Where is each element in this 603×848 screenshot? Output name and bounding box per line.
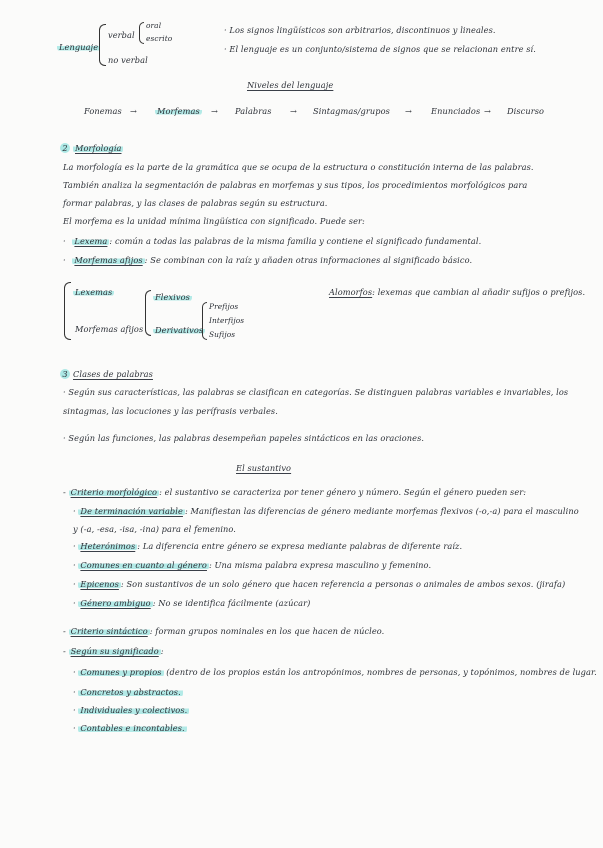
genero-ambiguo-text: : No se identifica fácilmente (azúcar) <box>152 598 311 608</box>
afijos-item <box>63 256 472 264</box>
diagram-lexemas: Lexemas <box>75 287 113 297</box>
heteronimos: · Heterónimos : La diferencia entre género se expresa mediante palabras de diferente raíz. <box>73 541 463 551</box>
comunes-propios-label: Comunes y propios <box>80 667 162 677</box>
diagram-derivativos: Derivativos <box>155 325 204 335</box>
verbal-brace <box>139 22 144 44</box>
section-number: 2 <box>60 143 70 153</box>
clases-title: Clases de palabras <box>73 369 153 379</box>
terminacion-variable: · De terminación variable : Manifiestan las diferencias de género mediante morfemas flexivos (-o,-a) para el masculino <box>73 506 579 516</box>
arrow-icon: → <box>484 106 491 116</box>
contables-incontables: · Contables e incontables. <box>73 723 185 733</box>
lenguaje-label: Lenguaje <box>59 42 99 52</box>
concretos-abstractos: · Concretos y abstractos. <box>73 687 181 697</box>
oral-label: oral <box>146 21 162 30</box>
morfologia-title: Morfología <box>75 143 122 153</box>
alomorfos-note <box>329 288 585 296</box>
morfema-brace <box>64 282 71 340</box>
terminacion-variable-label: De terminación variable <box>80 506 183 516</box>
alomorfos-text: : lexemas que cambian al añadir sufijos o prefijos. <box>372 287 586 297</box>
nivel-discurso: Discurso <box>507 106 545 116</box>
lexema-label: Lexema <box>74 236 108 246</box>
comunes-propios: · Comunes y propios (dentro de los propios están los antropónimos, nombres de personas, y topónimos, nombres de lugar. <box>73 667 597 677</box>
epicenos-text: : Son sustantivos de un solo género que hacen referencia a personas o animales de ambos sexos. (jirafa) <box>120 579 566 589</box>
note-signos: · Los signos lingüísticos son arbitrarios, discontinuos y lineales. <box>224 25 496 35</box>
segun-significado: - Según su significado : <box>63 646 164 656</box>
sustantivo-title: El sustantivo <box>236 463 292 473</box>
comunes-genero: · Comunes en cuanto al género : Una misma palabra expresa masculino y femenino. <box>73 560 432 570</box>
note-sistema: · El lenguaje es un conjunto/sistema de signos que se relacionan entre sí. <box>224 44 536 54</box>
no-verbal-label: no verbal <box>108 55 148 65</box>
concretos-abstractos-label: Concretos y abstractos. <box>80 687 181 697</box>
morfologia-p3: formar palabras, y las clases de palabras según su estructura. <box>63 198 328 208</box>
diagram-interfijos: Interfijos <box>209 316 245 325</box>
heteronimos-text: : La diferencia entre género se expresa mediante palabras de diferente raíz. <box>137 541 463 551</box>
diagram-sufijos: Sufijos <box>209 330 236 339</box>
derivativos-brace <box>202 302 207 340</box>
diagram-morfemas-afijos: Morfemas afijos <box>75 324 144 334</box>
nivel-morfemas: Morfemas <box>157 106 200 116</box>
segun-significado-colon: : <box>160 646 164 656</box>
criterio-morfologico-text: : el sustantivo se caracteriza por tener género y número. Según el género pueden ser: <box>159 487 527 497</box>
terminacion-variable-cont: y (-a, -esa, -isa, -ina) para el femenino. <box>73 524 237 534</box>
segun-significado-label: Según su significado <box>70 646 159 656</box>
comunes-genero-label: Comunes en cuanto al género <box>80 560 207 570</box>
genero-ambiguo-label: Género ambiguo <box>80 598 151 608</box>
morfologia-p1: La morfología es la parte de la gramática que se ocupa de la estructura o constitución interna de las palabras. <box>63 162 534 172</box>
arrow-icon: → <box>211 106 218 116</box>
criterio-sintactico-label: Criterio sintáctico <box>70 626 148 636</box>
nivel-fonemas: Fonemas <box>84 106 122 116</box>
comunes-genero-text: : Una misma palabra expresa masculino y femenino. <box>208 560 432 570</box>
section-2-heading <box>60 143 123 153</box>
clases-p2: sintagmas, las locuciones y las perífrasis verbales. <box>63 406 278 416</box>
criterio-morfologico: - Criterio morfológico : el sustantivo se caracteriza por tener género y número. Según el género pueden ser: <box>63 487 527 497</box>
heteronimos-label: Heterónimos <box>80 541 136 551</box>
genero-ambiguo: · Género ambiguo : No se identifica fácilmente (azúcar) <box>73 598 311 608</box>
lexema-item <box>63 237 481 245</box>
individuales-colectivos: · Individuales y colectivos. <box>73 705 188 715</box>
contables-incontables-label: Contables e incontables. <box>80 723 185 733</box>
niveles-title: Niveles del lenguaje <box>247 80 334 90</box>
arrow-icon: → <box>130 106 137 116</box>
criterio-sintactico-text: : forman grupos nominales en los que hacen de núcleo. <box>149 626 385 636</box>
individuales-colectivos-label: Individuales y colectivos. <box>80 705 188 715</box>
alomorfos-label: Alomorfos <box>329 287 373 297</box>
criterio-sintactico: - Criterio sintáctico : forman grupos nominales en los que hacen de núcleo. <box>63 626 385 636</box>
section-number: 3 <box>60 369 70 379</box>
lexema-text: : común a todas las palabras de la misma familia y contiene el significado fundamental. <box>109 236 482 246</box>
nivel-enunciados: Enunciados <box>431 106 481 116</box>
arrow-icon: → <box>290 106 297 116</box>
afijos-brace <box>145 290 151 336</box>
diagram-flexivos: Flexivos <box>155 292 190 302</box>
terminacion-variable-text: : Manifiestan las diferencias de género mediante morfemas flexivos (-o,-a) para el masculino <box>184 506 579 516</box>
morfologia-p4: El morfema es la unidad mínima lingüística con significado. Puede ser: <box>63 216 365 226</box>
diagram-prefijos: Prefijos <box>209 302 239 311</box>
epicenos: · Epicenos : Son sustantivos de un solo género que hacen referencia a personas o animales de ambos sexos. (jirafa) <box>73 579 566 589</box>
epicenos-label: Epicenos <box>80 579 119 589</box>
afijos-label: Morfemas afijos <box>74 255 143 265</box>
arrow-icon: → <box>405 106 412 116</box>
section-3-heading <box>60 369 153 379</box>
nivel-palabras: Palabras <box>235 106 272 116</box>
clases-p3: · Según las funciones, las palabras desempeñan papeles sintácticos en las oraciones. <box>63 433 425 443</box>
escrito-label: escrito <box>146 34 173 43</box>
nivel-sintagmas: Sintagmas/grupos <box>313 106 390 116</box>
comunes-propios-text: (dentro de los propios están los antropónimos, nombres de personas, y topónimos, nombres de lugar. <box>166 667 597 677</box>
afijos-text: : Se combinan con la raíz y añaden otras informaciones al significado básico. <box>144 255 473 265</box>
criterio-morfologico-label: Criterio morfológico <box>70 487 158 497</box>
clases-p1: · Según sus características, las palabras se clasifican en categorías. Se distinguen palabras variables e invariables, los <box>63 387 569 397</box>
morfologia-p2: También analiza la segmentación de palabras en morfemas y sus tipos, los procedimientos morfológicos para <box>63 180 528 190</box>
verbal-label: verbal <box>108 30 135 40</box>
lenguaje-brace <box>99 24 106 66</box>
